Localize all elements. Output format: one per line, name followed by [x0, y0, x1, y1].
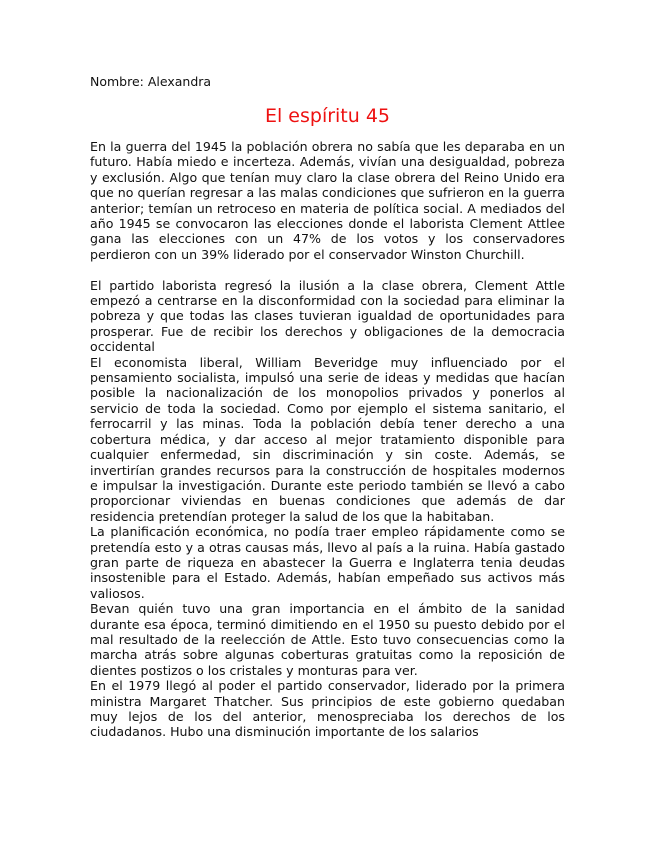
paragraph-5: Bevan quién tuvo una gran importancia en el ámbito de la sanidad durante esa época, terminó dimitiendo en el 1950 su puesto debido por el mal resultado de la reelección de Attle. Esto tuvo consecuencias como la marcha atrás sobre algunas coberturas gratuitas como la reposición de dientes postizos o los cristales y monturas para ver. [90, 601, 565, 678]
paragraph-2: El partido laborista regresó la ilusión a la clase obrera, Clement Attle empezó a centrarse en la disconformidad con la sociedad para eliminar la pobreza y que todas las clases tuvieran igualdad de oportunidades para prosperar. Fue de recibir los derechos y obligaciones de la democracia occidental [90, 277, 565, 355]
paragraph-spacer [90, 262, 565, 277]
document-page [90, 74, 565, 740]
paragraph-1: En la guerra del 1945 la población obrera no sabía que les deparaba en un futuro. Había miedo e incerteza. Además, vivían una desigualdad, pobreza y exclusión. Algo que tenían muy claro la clase obrera del Reino Unido era que no querían regresar a las malas condiciones que sufrieron en la guerra anterior; temían un retroceso en materia de política social. A mediados del año 1945 se convocaron las elecciones donde el laborista Clement Attlee gana las elecciones con un 47% de los votos y los conservadores perdieron con un 39% liderado por el conservador Winston Churchill. [90, 139, 565, 262]
paragraph-6: En el 1979 llegó al poder el partido conservador, liderado por la primera ministra Margaret Thatcher. Sus principios de este gobierno quedaban muy lejos de los del anterior, menospreciaba los derechos de los ciudadanos. Hubo una disminución importante de los salarios [90, 678, 565, 740]
paragraph-3: El economista liberal, William Beveridge muy influenciado por el pensamiento socialista, impulsó una serie de ideas y medidas que hacían posible la nacionalización de los monopolios privados y ponerlos al servicio de toda la sociedad. Como por ejemplo el sistema sanitario, el ferrocarril y las minas. Toda la población debía tener derecho a una cobertura médica, y dar acceso al mejor tratamiento disponible para cualquier enfermedad, sin discriminación y sin coste. Además, se invertirían grandes recursos para la construcción de hospitales modernos e impulsar la investigación. Durante este periodo también se llevó a cabo proporcionar viviendas en buenas condiciones que además de dar residencia pretendían proteger la salud de los que la habitaban. [90, 354, 565, 524]
document-title: El espíritu 45 [264, 105, 391, 127]
paragraph-4: La planificación económica, no podía traer empleo rápidamente como se pretendía esto y a otras causas más, llevo al país a la ruina. Había gastado gran parte de riqueza en abastecer la Guerra e Inglaterra tenia deudas insostenible para el Estado. Además, habían empeñado sus activos más valiosos. [90, 524, 565, 601]
author-line: Nombre: Alexandra [90, 74, 212, 89]
